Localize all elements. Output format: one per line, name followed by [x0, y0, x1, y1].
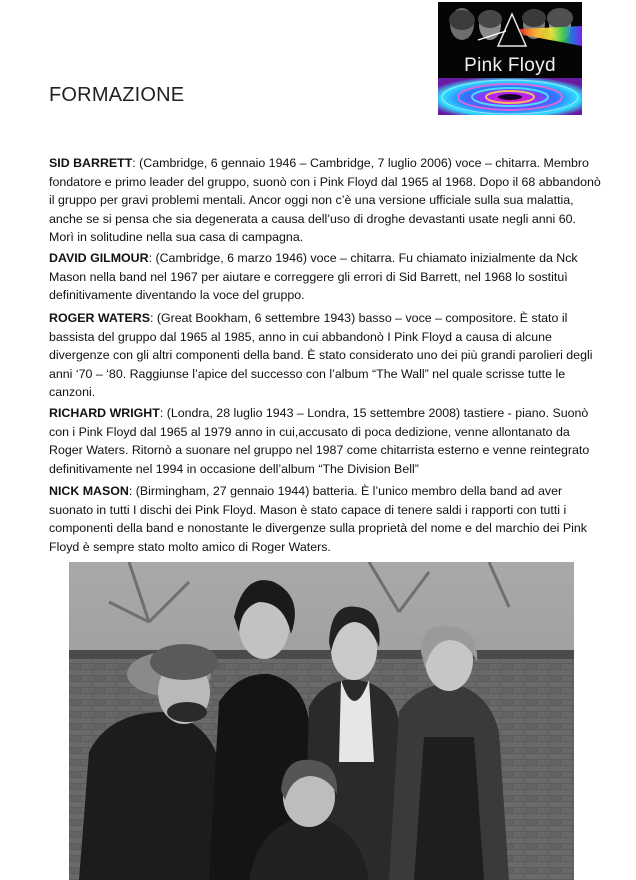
member-bio: : (Cambridge, 6 marzo 1946) voce – chitarra. Fu chiamato inizialmente da Nck Mason nella band nel 1967 per aiutare e correggere gli errori di Sid Barrett, nel 1968 lo sostituì definitivamente diventando la voce del gruppo. — [49, 251, 578, 302]
bio-nick-mason — [49, 482, 601, 556]
member-name: DAVID GILMOUR — [49, 251, 149, 265]
bio-sid-barrett — [49, 154, 601, 247]
member-bio: : (Birmingham, 27 gennaio 1944) batteria. È l’unico membro della band ad aver suonato in tutti I dischi dei Pink Floyd. Mason è stato capace di tenere saldi i rapporti con tutti i componenti della band e nonostante le divergenze sulla proprietà del nome e del marchio dei Pink Floyd è sempre stato molto amico di Roger Waters. — [49, 484, 587, 554]
pink-floyd-logo — [438, 2, 582, 115]
member-bio: : (Great Bookham, 6 settembre 1943) basso – voce – compositore. È stato il bassista del gruppo dal 1965 al 1985, anno in cui abbandonò I Pink Floyd a causa di alcune divergenze con gli altri componenti della band. È stato considerato uno dei più grandi parolieri degli anni ‘70 – ‘80. Raggiunse l’apice del successo con l’album “The Wall” nel quale scrisse tutte le canzoni. — [49, 311, 593, 399]
logo-text: Pink Floyd — [464, 55, 556, 76]
page-title: FORMAZIONE — [49, 84, 185, 106]
member-name: ROGER WATERS — [49, 311, 150, 325]
member-bio: : (Cambridge, 6 gennaio 1946 – Cambridge, 7 luglio 2006) voce – chitarra. Membro fondatore e primo leader del gruppo, suonò con i Pink Floyd dal 1965 al 1968. Dopo il 68 abbandonò il gruppo per gravi problemi mentali. Ancor oggi non c’è una versione ufficiale sulla sua malattia, anche se si pensa che sia degenerata a causa dell’uso di droghe devastanti usate negli anni 60. Morì in solitudine nella sua casa di campagna. — [49, 156, 601, 244]
member-name: RICHARD WRIGHT — [49, 406, 160, 420]
bio-richard-wright — [49, 404, 601, 478]
member-bio: : (Londra, 28 luglio 1943 – Londra, 15 settembre 2008) tastiere - piano. Suonò con i Pink Floyd dal 1965 al 1979 anno in cui,accusato di poca dedizione, venne allontanato da Roger Waters. Ritornò a suonare nel gruppo nel 1987 come chitarrista esterno e venne reintegrato definitivamente nel 1994 in occasione dell’album “The Division Bell” — [49, 406, 590, 476]
bio-david-gilmour — [49, 249, 601, 305]
bio-roger-waters — [49, 309, 601, 402]
band-photo — [69, 562, 574, 880]
member-name: NICK MASON — [49, 484, 129, 498]
band-photo-artwork — [69, 562, 574, 880]
member-name: SID BARRETT — [49, 156, 133, 170]
